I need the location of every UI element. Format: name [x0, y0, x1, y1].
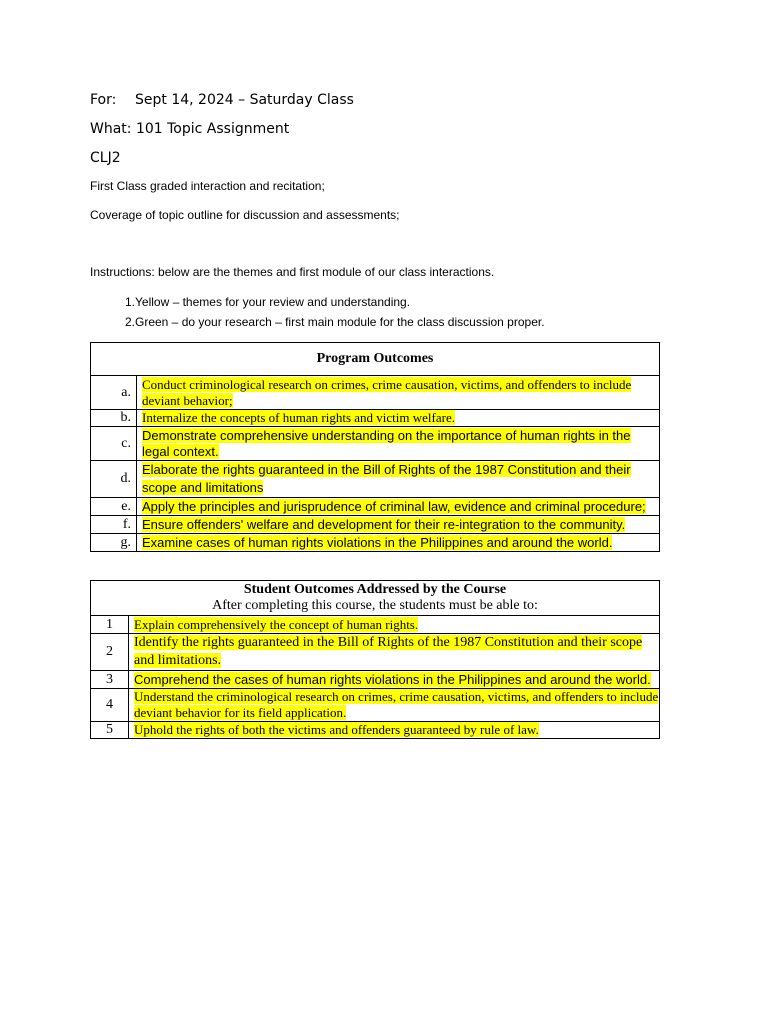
intro-line-2: Coverage of topic outline for discussion and assessments;: [90, 208, 400, 222]
row-number: 4: [91, 689, 129, 722]
table-row: [91, 461, 660, 498]
table-row: [91, 516, 660, 534]
instructions: Instructions: below are the themes and first module of our class interactions.: [90, 265, 495, 279]
table-row: [91, 722, 660, 739]
program-outcomes-table: [90, 342, 660, 552]
table-row: [91, 410, 660, 427]
course-code: CLJ2: [90, 150, 121, 166]
table-row: [91, 634, 660, 671]
outcome-text: Elaborate the rights guaranteed in the Bill of Rights of the 1987 Constitution and their scope and limitations: [142, 462, 631, 495]
outcome-text: Examine cases of human rights violations in the Philippines and around the world.: [142, 534, 613, 550]
intro-line-1: First Class graded interaction and recitation;: [90, 179, 325, 193]
table-row: [91, 427, 660, 461]
color-legend-list: [90, 292, 545, 332]
outcome-text: Explain comprehensively the concept of human rights.: [134, 616, 419, 632]
for-line: [90, 92, 354, 108]
outcome-text: Uphold the rights of both the victims and offenders guaranteed by rule of law.: [134, 722, 539, 737]
row-letter: f.: [91, 516, 137, 534]
list-number: 1.: [124, 295, 135, 309]
student-outcomes-title: Student Outcomes Addressed by the Course: [243, 582, 507, 597]
outcome-text: Comprehend the cases of human rights violations in the Philippines and around the world.: [134, 671, 651, 687]
student-outcomes-table: [90, 580, 660, 739]
row-number: 1: [91, 616, 129, 634]
student-outcomes-header: [91, 581, 660, 616]
for-value: Sept 14, 2024 – Saturday Class: [135, 92, 354, 108]
row-number: 2: [91, 634, 129, 671]
table-row: [91, 689, 660, 722]
row-letter: a.: [91, 376, 137, 410]
table-row: [91, 616, 660, 634]
row-letter: d.: [91, 461, 137, 498]
list-text: Green – do your research – first main module for the class discussion proper.: [135, 315, 545, 329]
row-letter: g.: [91, 534, 137, 552]
table-row: [91, 498, 660, 516]
for-label: For:: [90, 92, 117, 108]
what-line: What: 101 Topic Assignment: [90, 121, 290, 137]
program-outcomes-title: Program Outcomes: [91, 343, 660, 376]
table-row: [91, 376, 660, 410]
list-number: 2.: [124, 315, 135, 329]
outcome-text: Ensure offenders' welfare and development for their re-integration to the community.: [142, 516, 626, 532]
table-row: [91, 534, 660, 552]
outcome-text: Identify the rights guaranteed in the Bill of Rights of the 1987 Constitution and their scope and limitations.: [134, 635, 643, 668]
list-item: [90, 292, 411, 312]
list-item: [90, 312, 545, 332]
outcome-text: Demonstrate comprehensive understanding on the importance of human rights in the legal context.: [142, 427, 631, 459]
table-row: [91, 671, 660, 689]
row-letter: b.: [91, 410, 137, 427]
outcome-text: Understand the criminological research on crimes, crime causation, victims, and offenders to include deviant behavior for its field application.: [134, 689, 659, 720]
list-text: Yellow – themes for your review and understanding.: [135, 295, 411, 309]
outcome-text: Internalize the concepts of human rights and victim welfare.: [142, 410, 455, 425]
student-outcomes-subtitle: After completing this course, the students must be able to:: [212, 598, 538, 613]
row-number: 3: [91, 671, 129, 689]
row-letter: e.: [91, 498, 137, 516]
row-number: 5: [91, 722, 129, 739]
outcome-text: Conduct criminological research on crimes, crime causation, victims, and offenders to include deviant behavior;: [142, 376, 632, 408]
row-letter: c.: [91, 427, 137, 461]
outcome-text: Apply the principles and jurisprudence of criminal law, evidence and criminal procedure;: [142, 498, 646, 514]
